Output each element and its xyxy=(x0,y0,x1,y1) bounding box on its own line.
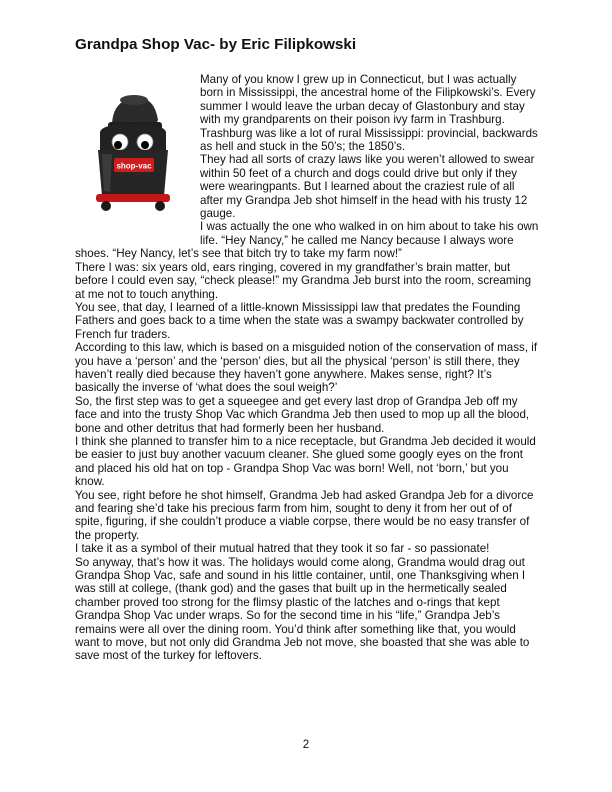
paragraph: Many of you know I grew up in Connecticut, but I was actually born in Mississippi, the ancestral home of the Filipkowski’s. Every summer I would leave the urban decay of Glastonbury and stay with my grandparents on their poison ivy farm in Trashburg. xyxy=(200,73,536,127)
paragraph: You see, that day, I learned of a little-known Mississippi law that predates the Founding Fathers and goes back to a time when the state was a swampy backwater controlled by French fur traders. xyxy=(75,300,524,341)
paragraph: I take it as a symbol of their mutual hatred that they took it so far - so passionate! xyxy=(75,542,490,556)
paragraph: You see, right before he shot himself, Grandma Jeb had asked Grandpa Jeb for a divorce and fearing she’d take his precious farm from him, sought to deny it from her out of of spite, figuring, if she couldn’t produce a viable corpse, there would be no easy transfer of the property. xyxy=(75,488,534,542)
document-title: Grandpa Shop Vac- by Eric Filipkowski xyxy=(75,36,357,53)
paragraph: Trashburg was like a lot of rural Mississippi: provincial, backwards as hell and stuck in the 50’s; the 1850’s. xyxy=(200,126,538,154)
paragraph: So, the first step was to get a squeegee and get every last drop of Grandpa Jeb off my face and into the trusty Shop Vac which Grandma Jeb then used to mop up all the blood, bone and other detritus that had formerly been her husband. xyxy=(75,394,530,435)
shop-vac-brand-label: shop-vac xyxy=(116,161,152,171)
story-body xyxy=(75,73,539,663)
paragraph: I was actually the one who walked in on him about to take his own life. “Hey Nancy,” he called me Nancy because I always wore shoes. “Hey Nancy, let’s see that bitch try to take my farm now!” xyxy=(75,220,539,261)
paragraph: They had all sorts of crazy laws like you weren’t allowed to swear within 50 feet of a church and dogs could drive but only if they were wearingpants. But I learned about the craziest rule of all after my Grandpa Jeb shot himself in the head with his trusty 12 gauge. xyxy=(200,153,535,221)
page-number: 2 xyxy=(302,738,310,751)
paragraph: So anyway, that’s how it was. The holidays would come along, Grandma would drag out Grandpa Shop Vac, safe and sound in his little container, until, one Thanksgiving when I was still at college, (thank god) and the gases that built up in the hermetically sealed chamber proved too strong for the flimsy plastic of the latches and o-rings that kept Grandpa Shop Vac under wraps. So for the second time in his “life,” Grandpa Jeb’s remains were all over the dining room. You’d think after something like that, you would want to move, but not only did Grandma Jeb not move, she boasted that she was able to save most of the turkey for leftovers. xyxy=(75,555,530,663)
paragraph: According to this law, which is based on a misguided notion of the conservation of mass, if you have a ‘person’ and the ‘person’ dies, but all the physical ‘person’ is still there, they haven’t really died because they haven’t gone anywhere. Makes sense, right? It’s basically the inverse of ‘what does the soul weigh?’ xyxy=(75,341,538,395)
paragraph: There I was: six years old, ears ringing, covered in my grandfather’s brain matter, but before I could even say, “check please!” my Grandma Jeb burst into the room, screaming at me not to touch anything. xyxy=(75,260,532,301)
paragraph: I think she planned to transfer him to a nice receptacle, but Grandma Jeb decided it would be easier to just buy another vacuum cleaner. She glued some googly eyes on the front and placed his old hat on top - Grandpa Shop Vac was born! Well, not ‘born,’ but you know. xyxy=(75,434,536,489)
